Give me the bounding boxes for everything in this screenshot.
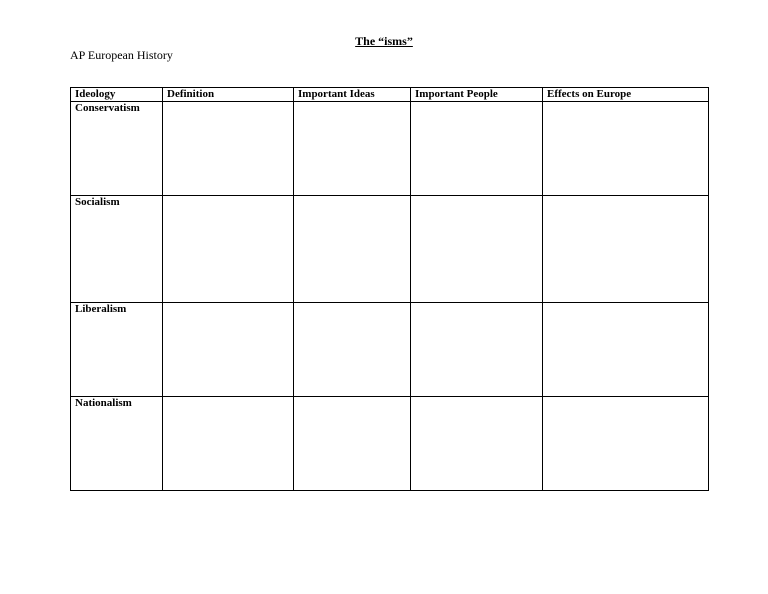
definition-cell[interactable] [163, 196, 294, 303]
important-ideas-cell[interactable] [294, 303, 411, 397]
important-people-cell[interactable] [411, 102, 543, 196]
effects-cell[interactable] [543, 102, 709, 196]
important-ideas-cell[interactable] [294, 397, 411, 491]
important-ideas-cell[interactable] [294, 102, 411, 196]
ideology-cell: Socialism [71, 196, 163, 303]
important-ideas-cell[interactable] [294, 196, 411, 303]
definition-cell[interactable] [163, 303, 294, 397]
header-important-people: Important People [411, 88, 543, 102]
course-name: AP European History [70, 48, 173, 62]
important-people-cell[interactable] [411, 397, 543, 491]
table-row [71, 102, 709, 196]
header-row [71, 88, 709, 102]
header-important-ideas: Important Ideas [294, 88, 411, 102]
page-title [0, 34, 768, 49]
effects-cell[interactable] [543, 303, 709, 397]
table-row [71, 196, 709, 303]
isms-table [70, 87, 709, 491]
header-ideology: Ideology [71, 88, 163, 102]
effects-cell[interactable] [543, 196, 709, 303]
table-row [71, 397, 709, 491]
ideology-cell: Liberalism [71, 303, 163, 397]
header-definition: Definition [163, 88, 294, 102]
definition-cell[interactable] [163, 102, 294, 196]
page-title-text: The “isms” [355, 34, 413, 48]
definition-cell[interactable] [163, 397, 294, 491]
effects-cell[interactable] [543, 397, 709, 491]
important-people-cell[interactable] [411, 196, 543, 303]
ideology-cell: Nationalism [71, 397, 163, 491]
header-effects-on-europe: Effects on Europe [543, 88, 709, 102]
important-people-cell[interactable] [411, 303, 543, 397]
ideology-cell: Conservatism [71, 102, 163, 196]
table-row [71, 303, 709, 397]
